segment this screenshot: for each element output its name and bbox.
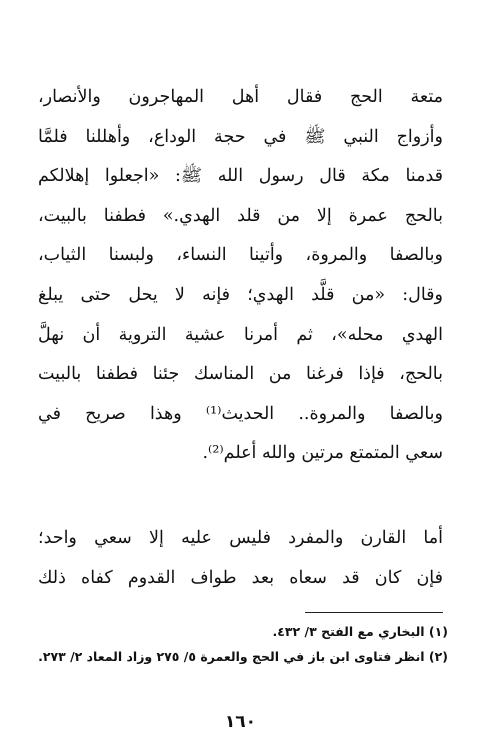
text-line: قدمنا مكة قال رسول الله ﷺ: «اجعلوا إهلالكم [38, 166, 443, 187]
text-line: وبالصفا والمروة.. الحديث⁽¹⁾ وهذا صريح في [38, 403, 443, 424]
text-line: متعة الحج فقال أهل المهاجرون والأنصار، [38, 87, 443, 107]
footnote-separator [305, 612, 443, 613]
text-line: وأزواج النبي ﷺ في حجة الوداع، وأهللنا فلمَّا [38, 126, 443, 147]
text-line: سعي المتمتع مرتين والله أعلم⁽²⁾. [202, 443, 443, 464]
footnote-1: (١) البخاري مع الفتح ٣/ ٤٣٢. [272, 624, 448, 639]
second-paragraph [38, 519, 443, 598]
footnote-2: (٢) انظر فتاوى ابن باز في الحج والعمرة ٥/ ٢٧٥ وزاد المعاد ٢/ ٢٧٣. [38, 649, 448, 664]
text-line: أما القارن والمفرد فليس عليه إلا سعي واحد؛ [38, 528, 443, 548]
text-line: وبالصفا والمروة، وأتينا النساء، ولبسنا الثياب، [38, 245, 443, 266]
page-number: ١٦٠ [224, 712, 257, 732]
main-paragraph [38, 78, 443, 474]
text-line: فإن كان قد سعاه بعد طواف القدوم كفاه ذلك [38, 567, 443, 588]
text-line: وقال: «من قلَّد الهدي؛ فإنه لا يحل حتى يبلغ [38, 284, 443, 305]
text-line: بالحج عمرة إلا من قلد الهدي.» فطفنا بالبيت، [38, 205, 443, 226]
text-line: الهدي محله»، ثم أمرنا عشية التروية أن نهلَّ [38, 324, 443, 345]
text-line: بالحج، فإذا فرغنا من المناسك جئنا فطفنا بالبيت [38, 364, 443, 385]
